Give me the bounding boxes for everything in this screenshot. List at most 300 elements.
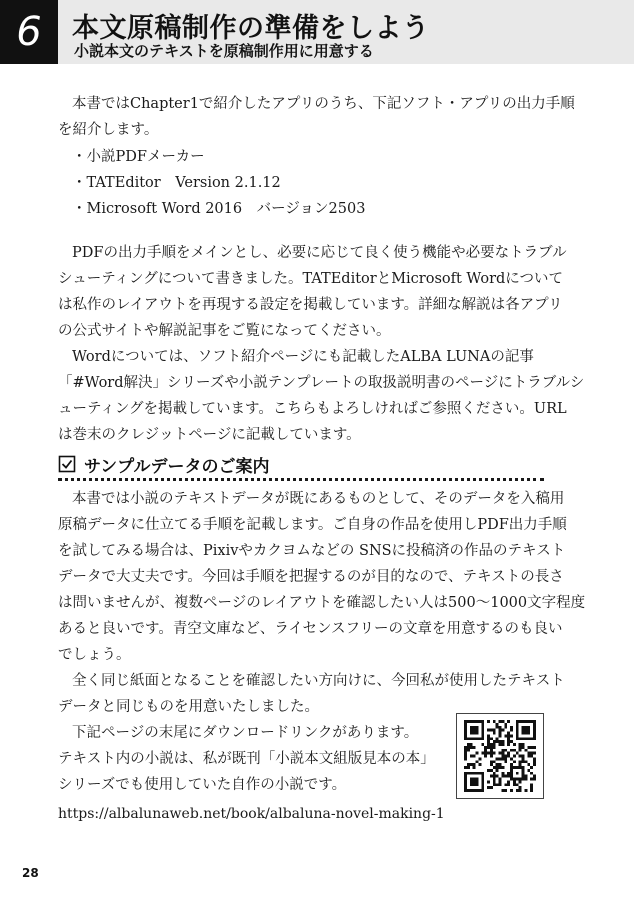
qr-module — [513, 760, 516, 763]
qr-module — [519, 749, 522, 752]
qr-module — [481, 786, 484, 789]
qr-module — [519, 766, 522, 769]
qr-module — [510, 726, 513, 729]
qr-module — [533, 734, 536, 737]
qr-module — [527, 752, 530, 755]
qr-module — [524, 775, 527, 778]
qr-module — [530, 755, 533, 758]
sample-para3-line-2: テキスト内の小説は、私が既刊「小説本文組版見本の本」 — [58, 751, 435, 767]
qr-module — [499, 720, 502, 723]
qr-module — [507, 740, 510, 743]
qr-module — [493, 729, 496, 732]
qr-module — [496, 783, 499, 786]
sample-para1-line-2: 原稿データに仕立てる手順を記載します。ご自身の作品を使用しPDF出力手順 — [58, 517, 567, 533]
qr-module — [516, 734, 519, 737]
qr-module — [464, 755, 467, 758]
qr-module — [524, 732, 527, 735]
qr-module — [470, 737, 473, 740]
qr-module — [467, 720, 470, 723]
qr-module — [499, 734, 502, 737]
qr-module — [533, 723, 536, 726]
qr-module — [493, 752, 496, 755]
qr-module — [501, 775, 504, 778]
sample-para2-line-2: データと同じものを用意いたしました。 — [58, 699, 319, 715]
chapter-header — [0, 0, 634, 64]
qr-module — [481, 726, 484, 729]
qr-module — [470, 755, 473, 758]
qr-module — [530, 720, 533, 723]
qr-module — [530, 766, 533, 769]
qr-module — [487, 740, 490, 743]
para3-line-4: は巻末のクレジットページに記載しています。 — [58, 427, 361, 443]
qr-module — [522, 775, 525, 778]
qr-module — [533, 746, 536, 749]
qr-module — [490, 763, 493, 766]
qr-module — [510, 740, 513, 743]
qr-module — [496, 723, 499, 726]
qr-module — [473, 766, 476, 769]
qr-module — [487, 720, 490, 723]
qr-module — [481, 780, 484, 783]
qr-module — [524, 789, 527, 792]
qr-module — [490, 769, 493, 772]
qr-module — [527, 726, 530, 729]
qr-module — [490, 743, 493, 746]
qr-module — [504, 760, 507, 763]
qr-module — [473, 732, 476, 735]
qr-module — [478, 789, 481, 792]
para3-line-3: ューティングを掲載しています。こちらもよろしければご参照ください。URL — [58, 401, 567, 417]
qr-module — [464, 752, 467, 755]
qr-module — [522, 769, 525, 772]
para2-line-3: は私作のレイアウトを再現する設定を掲載しています。詳細な解説は各アプリ — [58, 297, 563, 313]
qr-module — [499, 729, 502, 732]
qr-module — [487, 737, 490, 740]
qr-module — [527, 737, 530, 740]
qr-module — [516, 737, 519, 740]
qr-module — [478, 757, 481, 760]
qr-module — [533, 732, 536, 735]
qr-module — [522, 772, 525, 775]
qr-module — [499, 778, 502, 781]
qr-module — [510, 734, 513, 737]
qr-module — [496, 726, 499, 729]
qr-module — [524, 720, 527, 723]
section-title: サンプルデータのご案内 — [84, 456, 270, 477]
qr-module — [522, 720, 525, 723]
qr-module — [501, 720, 504, 723]
qr-module — [476, 789, 479, 792]
qr-module — [533, 726, 536, 729]
qr-module — [476, 729, 479, 732]
qr-module — [481, 752, 484, 755]
intro-line-2: を紹介します。 — [58, 122, 159, 138]
qr-module — [524, 760, 527, 763]
qr-module — [490, 775, 493, 778]
qr-module — [464, 778, 467, 781]
qr-module — [487, 769, 490, 772]
qr-module — [481, 732, 484, 735]
qr-module — [530, 746, 533, 749]
qr-module — [510, 766, 513, 769]
sample-para1-line-7: でしょう。 — [58, 647, 131, 663]
qr-module — [513, 766, 516, 769]
qr-module — [473, 763, 476, 766]
qr-module — [473, 720, 476, 723]
qr-module — [476, 720, 479, 723]
qr-module — [499, 783, 502, 786]
page-subtitle: 小説本文のテキストを原稿制作用に用意する — [74, 42, 374, 60]
download-url-link[interactable]: https://albalunaweb.net/book/albaluna-novel-making-1 — [58, 806, 445, 822]
qr-module — [522, 755, 525, 758]
qr-module — [467, 737, 470, 740]
qr-module — [473, 780, 476, 783]
qr-module — [493, 775, 496, 778]
qr-module — [493, 743, 496, 746]
qr-module — [513, 780, 516, 783]
qr-module — [490, 786, 493, 789]
qr-module — [487, 734, 490, 737]
qr-module — [501, 740, 504, 743]
qr-module — [496, 737, 499, 740]
qr-module — [476, 732, 479, 735]
qr-module — [470, 729, 473, 732]
qr-module — [516, 772, 519, 775]
qr-module — [510, 763, 513, 766]
qr-module — [507, 772, 510, 775]
page-title: 本文原稿制作の準備をしよう — [72, 13, 430, 44]
qr-module — [470, 743, 473, 746]
qr-module — [496, 740, 499, 743]
qr-code-icon — [464, 720, 536, 792]
qr-module — [507, 783, 510, 786]
qr-module — [530, 778, 533, 781]
qr-module — [481, 737, 484, 740]
qr-module — [493, 740, 496, 743]
qr-module — [470, 789, 473, 792]
checkbox-icon — [58, 455, 76, 473]
qr-module — [473, 778, 476, 781]
qr-module — [473, 737, 476, 740]
qr-module — [487, 780, 490, 783]
qr-module — [533, 737, 536, 740]
qr-module — [530, 786, 533, 789]
qr-module — [476, 737, 479, 740]
qr-module — [496, 757, 499, 760]
sample-para1-line-1: 本書では小説のテキストデータが既にあるものとして、そのデータを入稿用 — [72, 491, 565, 507]
qr-module — [467, 789, 470, 792]
qr-module — [519, 720, 522, 723]
qr-module — [487, 752, 490, 755]
qr-module — [470, 778, 473, 781]
qr-module — [464, 732, 467, 735]
qr-module — [510, 729, 513, 732]
qr-module — [527, 769, 530, 772]
qr-module — [464, 746, 467, 749]
qr-module — [476, 778, 479, 781]
qr-module — [481, 720, 484, 723]
qr-module — [516, 723, 519, 726]
qr-module — [522, 743, 525, 746]
qr-module — [530, 737, 533, 740]
qr-module — [464, 723, 467, 726]
qr-module — [464, 729, 467, 732]
qr-module — [487, 743, 490, 746]
qr-module — [501, 772, 504, 775]
qr-module — [490, 749, 493, 752]
qr-module — [516, 766, 519, 769]
qr-module — [470, 732, 473, 735]
qr-module — [464, 786, 467, 789]
qr-module — [533, 757, 536, 760]
qr-module — [516, 720, 519, 723]
qr-module — [522, 729, 525, 732]
qr-module — [493, 780, 496, 783]
qr-module — [533, 778, 536, 781]
qr-module — [464, 749, 467, 752]
qr-module — [507, 780, 510, 783]
qr-module — [496, 769, 499, 772]
qr-module — [473, 755, 476, 758]
qr-module — [527, 732, 530, 735]
qr-module — [490, 755, 493, 758]
qr-module — [501, 752, 504, 755]
qr-module — [513, 749, 516, 752]
qr-module — [493, 766, 496, 769]
qr-module — [481, 734, 484, 737]
qr-module — [516, 726, 519, 729]
qr-module — [476, 760, 479, 763]
qr-module — [510, 775, 513, 778]
qr-module — [504, 734, 507, 737]
qr-module — [467, 772, 470, 775]
qr-module — [507, 732, 510, 735]
qr-module — [481, 743, 484, 746]
qr-module — [510, 757, 513, 760]
qr-module — [499, 732, 502, 735]
section-divider — [58, 478, 544, 481]
qr-module — [470, 746, 473, 749]
qr-module — [481, 775, 484, 778]
qr-module — [504, 783, 507, 786]
qr-module — [516, 789, 519, 792]
qr-module — [519, 763, 522, 766]
qr-module — [499, 780, 502, 783]
qr-module — [519, 789, 522, 792]
qr-module — [522, 778, 525, 781]
qr-module — [504, 755, 507, 758]
qr-module — [504, 757, 507, 760]
qr-module — [501, 749, 504, 752]
qr-module — [470, 783, 473, 786]
qr-module — [481, 778, 484, 781]
qr-module — [516, 778, 519, 781]
qr-module — [519, 737, 522, 740]
qr-module — [490, 746, 493, 749]
qr-module — [527, 755, 530, 758]
qr-module — [527, 763, 530, 766]
qr-module — [501, 757, 504, 760]
qr-module — [524, 726, 527, 729]
qr-module — [516, 783, 519, 786]
qr-module — [478, 772, 481, 775]
qr-module — [501, 766, 504, 769]
qr-module — [504, 749, 507, 752]
qr-module — [473, 729, 476, 732]
qr-module — [533, 760, 536, 763]
qr-module — [464, 720, 467, 723]
qr-module — [464, 734, 467, 737]
qr-module — [507, 775, 510, 778]
qr-module — [464, 766, 467, 769]
qr-module — [507, 755, 510, 758]
qr-module — [507, 720, 510, 723]
qr-module — [464, 772, 467, 775]
qr-module — [507, 743, 510, 746]
qr-module — [533, 763, 536, 766]
qr-module — [501, 729, 504, 732]
sample-para3-line-1: 下記ページの末尾にダウンロードリンクがあります。 — [72, 725, 419, 741]
qr-module — [499, 743, 502, 746]
app-item-pdf-maker: ・小説PDFメーカー — [72, 149, 205, 165]
qr-module — [470, 763, 473, 766]
qr-module — [530, 772, 533, 775]
qr-module — [499, 752, 502, 755]
qr-module — [473, 789, 476, 792]
qr-module — [493, 720, 496, 723]
qr-module — [493, 778, 496, 781]
qr-module — [501, 789, 504, 792]
qr-module — [519, 778, 522, 781]
qr-module — [519, 746, 522, 749]
qr-module — [467, 763, 470, 766]
qr-module — [464, 780, 467, 783]
qr-module — [473, 783, 476, 786]
sample-para1-line-5: は問いませんが、複数ページのレイアウトを確認したい人は500〜1000文字程度 — [58, 595, 586, 611]
qr-module — [530, 783, 533, 786]
para3-line-1: Wordについては、ソフト紹介ページにも記載したALBA LUNAの記事 — [72, 349, 534, 365]
sample-para1-line-6: あると良いです。青空文庫など、ライセンスフリーの文章を用意するのも良い — [58, 621, 563, 637]
qr-module — [473, 746, 476, 749]
qr-module — [507, 737, 510, 740]
qr-module — [522, 766, 525, 769]
qr-module — [490, 729, 493, 732]
qr-module — [527, 720, 530, 723]
qr-module — [533, 775, 536, 778]
qr-module — [522, 760, 525, 763]
qr-module — [470, 720, 473, 723]
sample-para1-line-4: データで大丈夫です。今回は手順を把握するのが目的なので、テキストの長さ — [58, 569, 564, 585]
qr-module — [499, 757, 502, 760]
sample-para3-line-3: シリーズでも使用していた自作の小説です。 — [58, 777, 347, 793]
para2-line-4: の公式サイトや解説記事をご覧になってください。 — [58, 323, 391, 339]
qr-module — [530, 752, 533, 755]
qr-module — [519, 760, 522, 763]
section-heading — [58, 452, 269, 476]
qr-module — [516, 752, 519, 755]
qr-module — [496, 775, 499, 778]
qr-module — [476, 783, 479, 786]
qr-module — [467, 746, 470, 749]
sample-para2-line-1: 全く同じ紙面となることを確認したい方向けに、今回私が使用したテキスト — [72, 673, 565, 689]
sample-para1-line-3: を試してみる場合は、Pixivやカクヨムなどの SNSに投稿済の作品のテキスト — [58, 543, 566, 559]
qr-code-frame[interactable] — [456, 713, 544, 799]
qr-module — [478, 720, 481, 723]
qr-module — [519, 755, 522, 758]
qr-module — [513, 783, 516, 786]
qr-module — [510, 772, 513, 775]
qr-module — [516, 732, 519, 735]
qr-module — [533, 720, 536, 723]
qr-module — [504, 723, 507, 726]
qr-module — [464, 789, 467, 792]
qr-module — [504, 726, 507, 729]
qr-module — [464, 726, 467, 729]
qr-module — [467, 743, 470, 746]
qr-module — [493, 772, 496, 775]
qr-module — [464, 775, 467, 778]
qr-module — [481, 783, 484, 786]
qr-module — [510, 769, 513, 772]
app-item-word: ・Microsoft Word 2016 バージョン2503 — [72, 201, 366, 217]
qr-module — [478, 737, 481, 740]
qr-module — [490, 760, 493, 763]
qr-module — [496, 763, 499, 766]
qr-module — [510, 778, 513, 781]
qr-module — [510, 749, 513, 752]
qr-module — [490, 752, 493, 755]
qr-module — [510, 789, 513, 792]
qr-module — [476, 752, 479, 755]
para2-line-1: PDFの出力手順をメインとし、必要に応じて良く使う機能や必要なトラブル — [72, 245, 567, 261]
qr-module — [530, 789, 533, 792]
qr-module — [533, 752, 536, 755]
qr-module — [499, 726, 502, 729]
qr-module — [481, 789, 484, 792]
qr-module — [504, 789, 507, 792]
chapter-number: 6 — [0, 0, 58, 64]
qr-module — [519, 743, 522, 746]
qr-module — [524, 737, 527, 740]
qr-module — [519, 780, 522, 783]
qr-module — [493, 732, 496, 735]
qr-module — [470, 726, 473, 729]
qr-module — [507, 734, 510, 737]
qr-module — [501, 743, 504, 746]
qr-module — [467, 766, 470, 769]
qr-module — [484, 755, 487, 758]
qr-module — [484, 749, 487, 752]
qr-module — [481, 772, 484, 775]
qr-module — [487, 746, 490, 749]
qr-module — [507, 752, 510, 755]
qr-module — [524, 749, 527, 752]
qr-module — [524, 729, 527, 732]
qr-module — [522, 757, 525, 760]
qr-module — [476, 772, 479, 775]
qr-module — [519, 786, 522, 789]
qr-module — [481, 729, 484, 732]
qr-module — [476, 780, 479, 783]
qr-module — [499, 766, 502, 769]
qr-module — [527, 729, 530, 732]
qr-module — [501, 755, 504, 758]
qr-module — [513, 778, 516, 781]
qr-module — [464, 783, 467, 786]
qr-module — [496, 766, 499, 769]
qr-module — [478, 763, 481, 766]
qr-module — [513, 743, 516, 746]
